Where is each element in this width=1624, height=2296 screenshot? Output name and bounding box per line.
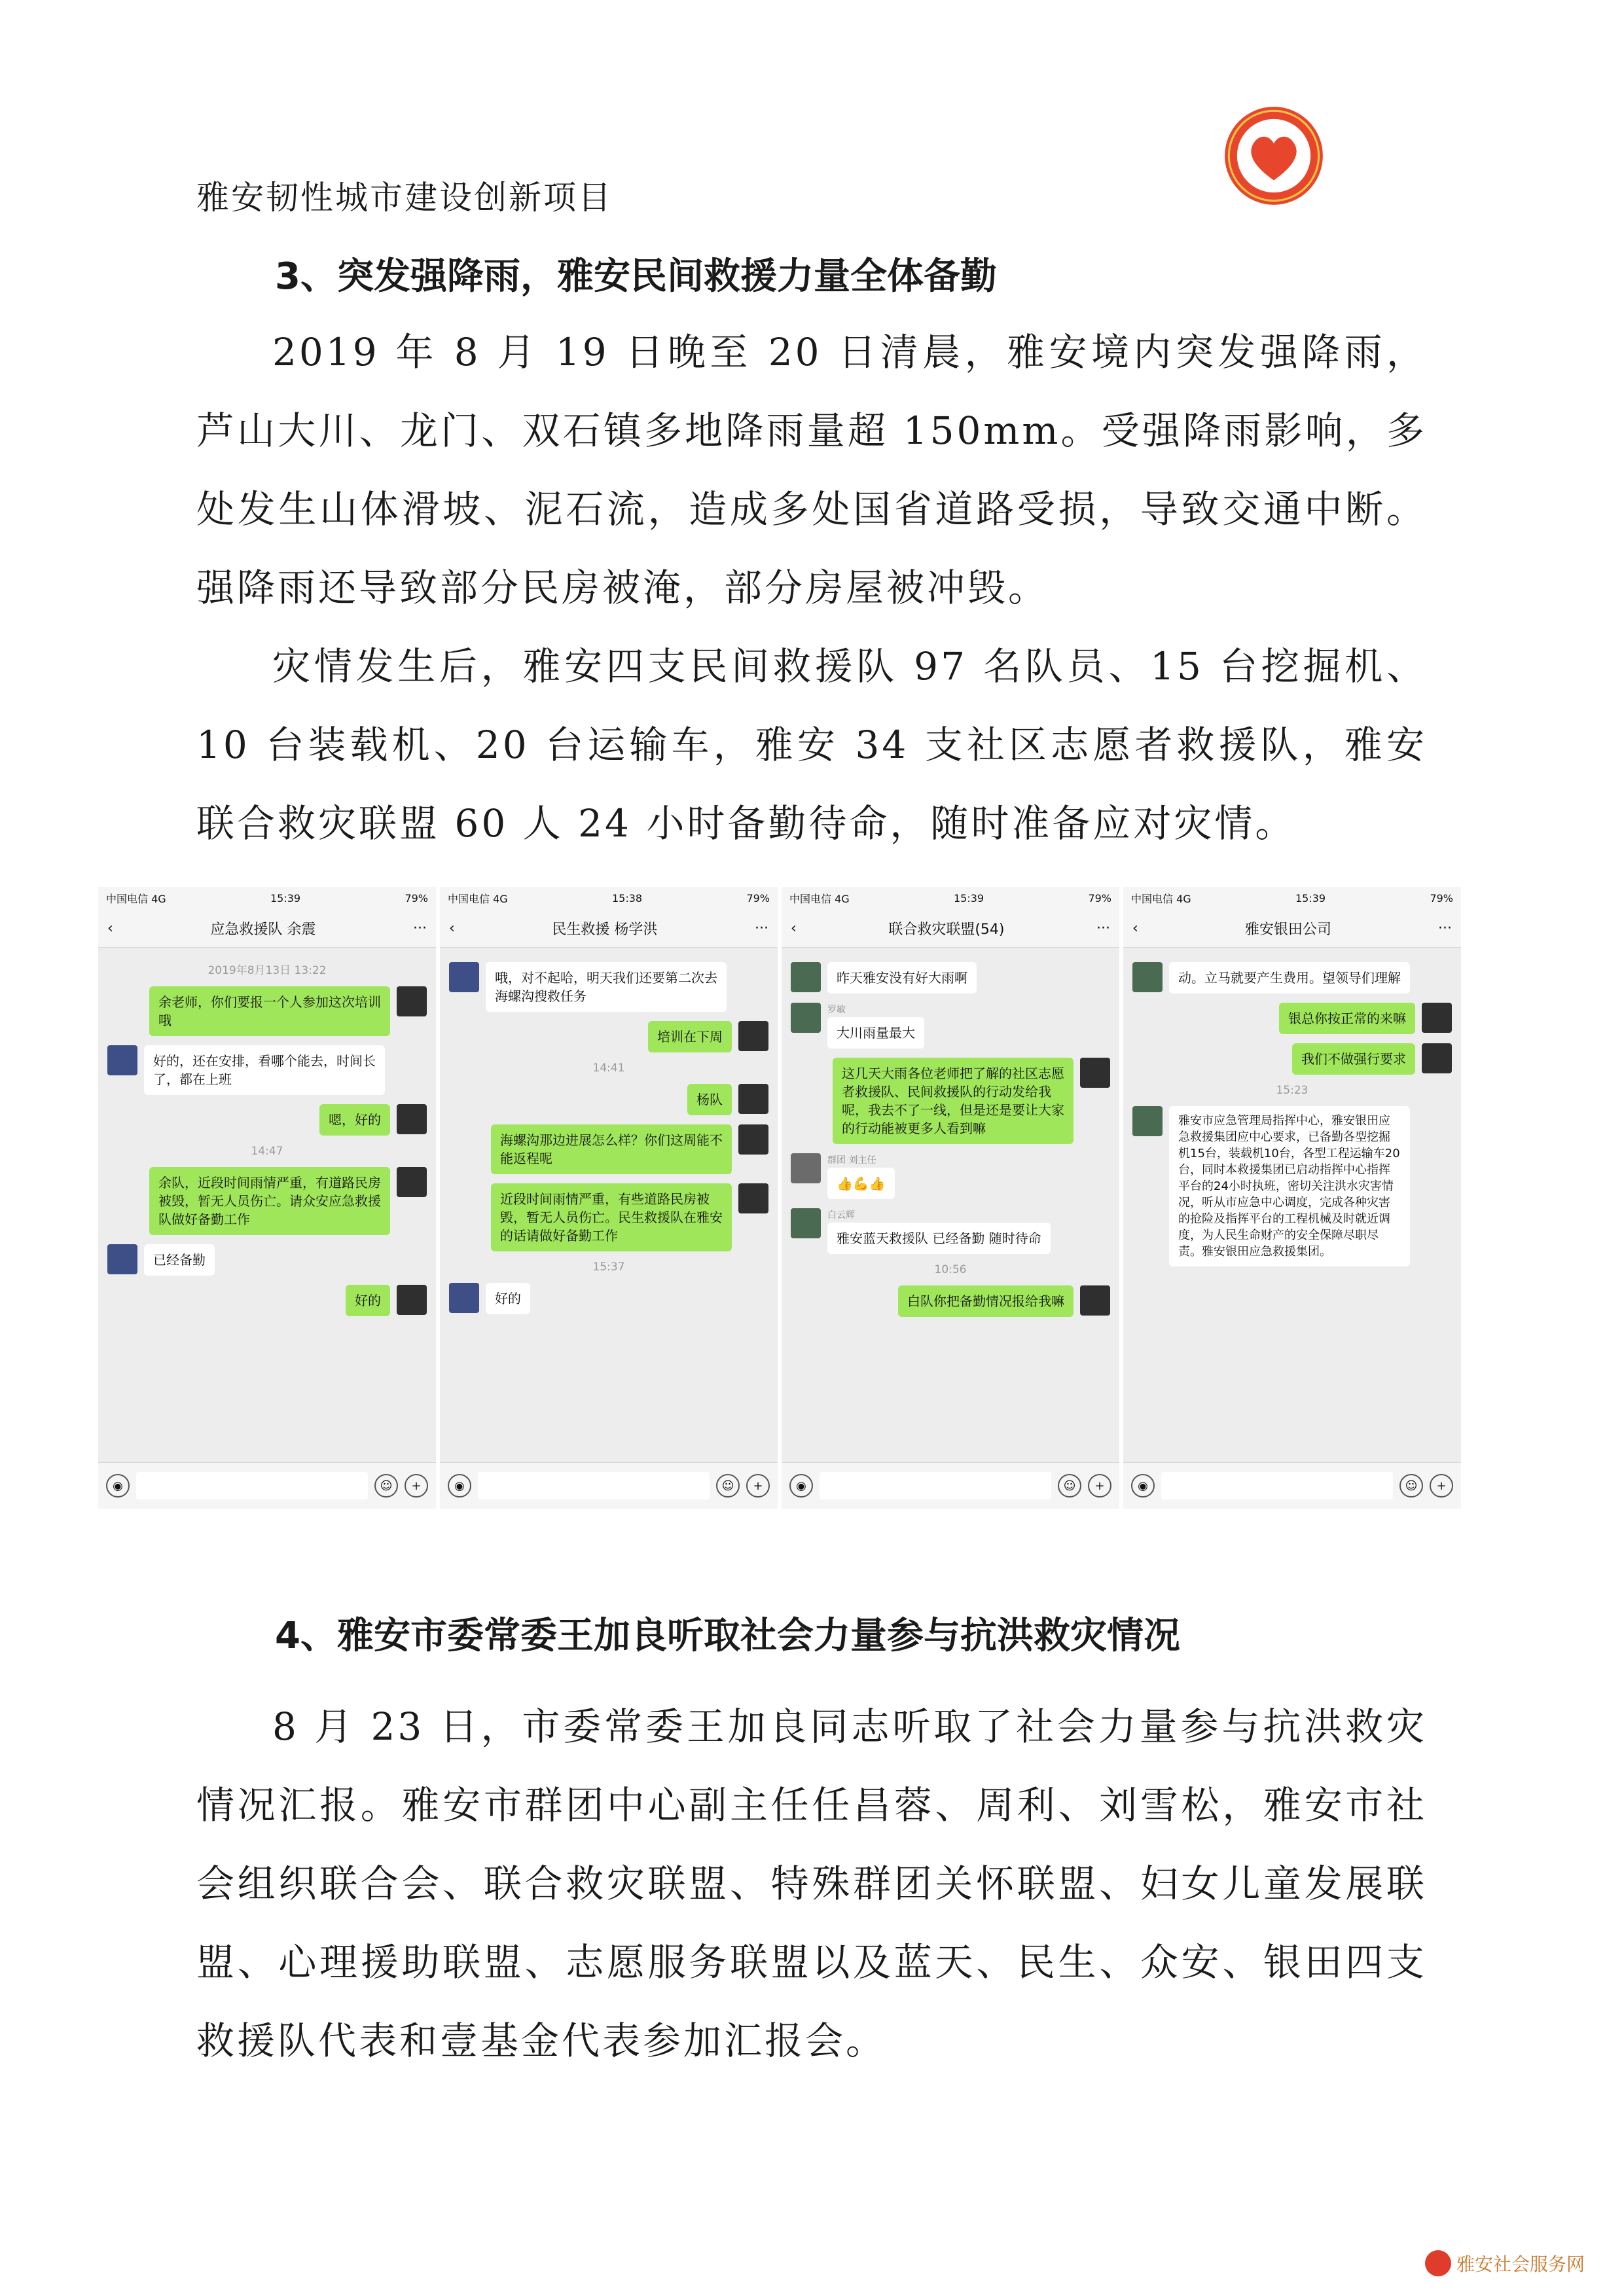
message-bubble-out: 银总你按正常的来嘛 <box>1279 1003 1415 1034</box>
chat-timestamp: 14:41 <box>592 1062 625 1075</box>
message-bubble-out: 我们不做强行要求 <box>1292 1043 1415 1075</box>
message-row <box>107 1045 427 1095</box>
avatar <box>738 1021 768 1051</box>
voice-icon[interactable]: ◉ <box>448 1474 471 1498</box>
chat-timestamp: 14:47 <box>251 1145 283 1158</box>
sender-name: 白云辉 <box>827 1210 855 1221</box>
chat-nav-bar <box>782 909 1119 948</box>
message-row <box>1132 1003 1452 1034</box>
chat-thread <box>440 948 778 1463</box>
avatar <box>791 1153 821 1183</box>
status-bar <box>98 887 436 909</box>
emoji-icon[interactable]: ☺ <box>374 1474 398 1498</box>
avatar <box>791 962 821 992</box>
carrier: 中国电信 4G <box>448 892 508 905</box>
avatar <box>738 1183 768 1213</box>
message-bubble-out: 余老师，你们要报一个人参加这次培训哦 <box>149 986 390 1036</box>
message-row <box>791 1058 1110 1144</box>
battery: 79% <box>1088 891 1111 905</box>
chat-nav-bar <box>1123 909 1461 948</box>
avatar <box>738 1124 768 1155</box>
avatar <box>397 1167 427 1197</box>
chat-timestamp: 15:37 <box>592 1261 625 1274</box>
chat-thread <box>98 948 436 1463</box>
back-icon[interactable]: ‹ <box>449 920 455 937</box>
chat-title: 应急救援队 余震 <box>210 921 316 938</box>
avatar <box>449 1283 479 1313</box>
sender-name: 群团 刘主任 <box>827 1155 876 1166</box>
status-bar <box>1123 887 1461 909</box>
message-bubble-out: 近段时间雨情严重，有些道路民房被毁，暂无人员伤亡。民生救援队在雅安的话请做好备勤工作 <box>491 1183 732 1251</box>
message-row <box>791 962 1110 994</box>
status-time: 15:38 <box>612 891 643 905</box>
message-bubble-in: 雅安蓝天救援队 已经备勤 随时待命 <box>827 1223 1051 1254</box>
emoji-icon[interactable]: ☺ <box>716 1474 740 1498</box>
battery: 79% <box>1430 891 1453 905</box>
chat-input-bar <box>1123 1462 1461 1509</box>
chat-screenshot-2 <box>440 887 778 1509</box>
chat-screenshots <box>98 887 1473 1509</box>
more-icon[interactable]: ··· <box>1096 920 1110 937</box>
avatar <box>1422 1003 1452 1033</box>
back-icon[interactable]: ‹ <box>1132 920 1138 937</box>
back-icon[interactable]: ‹ <box>107 920 113 937</box>
voice-icon[interactable]: ◉ <box>106 1474 130 1498</box>
avatar <box>397 1285 427 1315</box>
avatar <box>738 1084 768 1114</box>
heart-logo-icon <box>1223 105 1325 207</box>
footer-brand <box>1425 2250 1585 2276</box>
status-bar <box>782 887 1119 909</box>
message-row <box>107 986 427 1036</box>
section4-heading: 4、雅安市委常委王加良听取社会力量参与抗洪救灾情况 <box>275 1615 1180 1657</box>
status-bar <box>440 887 778 909</box>
message-bubble-in: 👍💪👍 <box>827 1168 895 1199</box>
brand-logo-icon <box>1425 2250 1451 2276</box>
message-bubble-in: 动。立马就要产生费用。望领导们理解 <box>1169 962 1410 994</box>
status-time: 15:39 <box>954 891 984 905</box>
emoji-icon[interactable]: ☺ <box>1058 1474 1081 1498</box>
avatar <box>107 1244 137 1274</box>
plus-icon[interactable]: + <box>1088 1474 1111 1498</box>
carrier: 中国电信 4G <box>106 892 166 905</box>
avatar <box>791 1208 821 1238</box>
section3-body <box>196 313 1427 863</box>
message-row <box>791 1003 1110 1049</box>
message-bubble-out: 好的 <box>346 1285 390 1316</box>
message-row <box>107 1285 427 1316</box>
chat-screenshot-1 <box>98 887 436 1509</box>
chat-input-bar <box>98 1462 436 1509</box>
message-row <box>449 1183 768 1251</box>
message-bubble-out: 嗯，好的 <box>319 1104 390 1136</box>
message-row <box>449 962 768 1012</box>
avatar <box>1080 1285 1110 1316</box>
section3-paragraph-2: 灾情发生后，雅安四支民间救援队 97 名队员、15 台挖掘机、10 台装载机、20 台运输车，雅安 34 支社区志愿者救援队，雅安联合救灾联盟 60 人 24 小时备勤待命，随时准备应对灾情。 <box>196 644 1427 846</box>
chat-input-bar <box>782 1462 1119 1509</box>
section4-body <box>196 1687 1427 2080</box>
message-row <box>1132 1106 1452 1266</box>
avatar <box>1132 1106 1163 1136</box>
avatar <box>1132 962 1163 992</box>
more-icon[interactable]: ··· <box>413 920 427 937</box>
avatar <box>449 962 479 992</box>
message-row <box>1132 962 1452 994</box>
chat-title: 雅安银田公司 <box>1244 921 1331 938</box>
more-icon[interactable]: ··· <box>755 920 768 937</box>
plus-icon[interactable]: + <box>746 1474 770 1498</box>
chat-screenshot-4 <box>1123 887 1461 1509</box>
section3-heading: 3、突发强降雨，雅安民间救援力量全体备勤 <box>275 255 997 298</box>
message-bubble-out: 海螺沟那边进展怎么样？你们这周能不能返程呢 <box>491 1124 732 1174</box>
message-bubble-out: 杨队 <box>687 1084 732 1115</box>
message-row <box>449 1283 768 1314</box>
plus-icon[interactable]: + <box>1430 1474 1453 1498</box>
message-input[interactable] <box>136 1472 368 1499</box>
message-input[interactable] <box>820 1472 1051 1499</box>
message-bubble-in: 大川雨量最大 <box>827 1017 924 1049</box>
more-icon[interactable]: ··· <box>1438 920 1452 937</box>
avatar <box>1080 1058 1110 1088</box>
header-title: 雅安韧性城市建设创新项目 <box>196 179 613 217</box>
avatar <box>397 1104 427 1134</box>
message-row <box>1132 1043 1452 1075</box>
avatar <box>397 986 427 1016</box>
message-bubble-out: 白队你把备勤情况报给我嘛 <box>898 1285 1074 1317</box>
voice-icon[interactable]: ◉ <box>1131 1474 1155 1498</box>
message-bubble-in: 好的 <box>486 1283 530 1314</box>
message-input[interactable] <box>1161 1472 1393 1499</box>
message-bubble-in: 哦，对不起哈，明天我们还要第二次去海螺沟搜救任务 <box>486 962 727 1012</box>
chat-nav-bar <box>98 909 436 948</box>
chat-timestamp: 10:56 <box>934 1263 967 1276</box>
message-bubble-in: 好的，还在安排，看哪个能去，时间长了，都在上班 <box>144 1045 385 1095</box>
message-row <box>107 1167 427 1235</box>
chat-screenshot-3 <box>782 887 1119 1509</box>
section3-paragraph-1: 2019 年 8 月 19 日晚至 20 日清晨，雅安境内突发强降雨，芦山大川、龙门、双石镇多地降雨量超 150mm。受强降雨影响，多处发生山体滑坡、泥石流，造成多处国省道路受损，导致交通中断。强降雨还导致部分民房被淹，部分房屋被冲毁。 <box>196 330 1427 610</box>
brand-name: 雅安社会服务网 <box>1456 2253 1585 2275</box>
chat-nav-bar <box>440 909 778 948</box>
chat-timestamp: 15:23 <box>1276 1084 1308 1097</box>
chat-timestamp: 2019年8月13日 13:22 <box>208 964 327 977</box>
chat-thread <box>1123 948 1461 1463</box>
message-row <box>791 1153 1110 1199</box>
message-row <box>791 1208 1110 1254</box>
avatar <box>1422 1043 1452 1073</box>
message-bubble-out: 这几天大雨各位老师把了解的社区志愿者救援队、民间救援队的行动发给我呢，我去不了一线，但是还是要让大家的行动能被更多人看到嘛 <box>833 1058 1074 1144</box>
message-bubble-in: 昨天雅安没有好大雨啊 <box>827 962 977 994</box>
back-icon[interactable]: ‹ <box>791 920 797 937</box>
section4-paragraph-1: 8 月 23 日，市委常委王加良同志听取了社会力量参与抗洪救灾情况汇报。雅安市群团中心副主任任昌蓉、周利、刘雪松，雅安市社会组织联合会、联合救灾联盟、特殊群团关怀联盟、妇女儿童发展联盟、心理援助联盟、志愿服务联盟以及蓝天、民生、众安、银田四支救援队代表和壹基金代表参加汇报会。 <box>196 1704 1427 2063</box>
message-bubble-out: 培训在下周 <box>648 1021 732 1052</box>
carrier: 中国电信 4G <box>1131 892 1191 905</box>
chat-title: 民生救援 杨学洪 <box>552 921 658 938</box>
avatar <box>107 1045 137 1075</box>
message-row <box>449 1084 768 1115</box>
status-time: 15:39 <box>1295 891 1326 905</box>
message-row <box>107 1244 427 1276</box>
avatar <box>791 1003 821 1033</box>
battery: 79% <box>405 891 428 905</box>
message-row <box>107 1104 427 1136</box>
carrier: 中国电信 4G <box>789 892 850 905</box>
message-input[interactable] <box>478 1472 710 1499</box>
voice-icon[interactable]: ◉ <box>789 1474 813 1498</box>
status-time: 15:39 <box>270 891 301 905</box>
chat-input-bar <box>440 1462 778 1509</box>
message-bubble-in: 已经备勤 <box>144 1244 215 1276</box>
message-row <box>791 1285 1110 1317</box>
message-bubble-out: 余队，近段时间雨情严重，有道路民房被毁，暂无人员伤亡。请众安应急救援队做好备勤工作 <box>149 1167 390 1235</box>
message-row <box>449 1124 768 1174</box>
emoji-icon[interactable]: ☺ <box>1399 1474 1423 1498</box>
message-row <box>449 1021 768 1052</box>
battery: 79% <box>746 891 770 905</box>
plus-icon[interactable]: + <box>405 1474 428 1498</box>
chat-thread <box>782 948 1119 1463</box>
sender-name: 罗敏 <box>827 1005 846 1015</box>
message-bubble-in: 雅安市应急管理局指挥中心，雅安银田应急救援集团应中心要求，已备勤各型挖掘机15台，装载机10台，各型工程运输车20台，同时本救援集团已启动指挥中心指挥平台的24小时执班，密切关注洪水灾害情况，听从市应急中心调度，完成各种灾害的抢险及指挥平台的工程机械及时就近调度，为人民生命财产的安全保障尽职尽责。雅安银田应急救援集团。 <box>1169 1106 1410 1266</box>
chat-title: 联合救灾联盟(54) <box>888 921 1005 938</box>
